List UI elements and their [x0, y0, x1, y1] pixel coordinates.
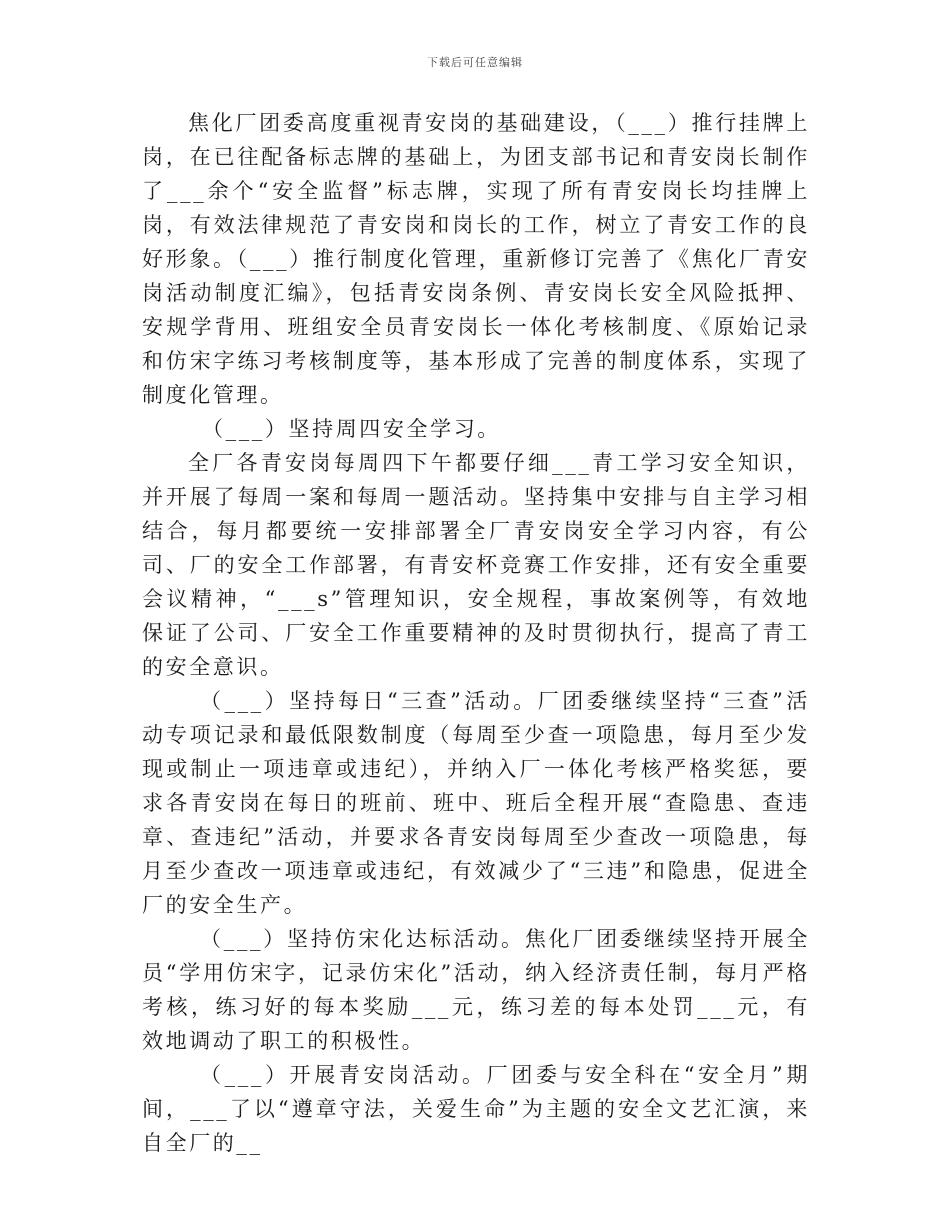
paragraph-thursday-study: 全厂各青安岗每周四下午都要仔细___青工学习安全知识，并开展了每周一案和每周一题活动。坚持集中安排与自主学习相结合，每月都要统一安排部署全厂青安岗安全学习内容，有公司、厂的安全工作部署，有青安杯竞赛工作安排，还有安全重要会议精神，“___s”管理知识，安全规程，事故案例等，有效地保证了公司、厂安全工作重要精神的及时贯彻执行，提高了青工的安全意识。	[142, 451, 810, 679]
page-header: 下载后可任意编辑	[427, 56, 523, 69]
paragraph-activities: （___）开展青安岗活动。厂团委与安全科在“安全月”期间，___了以“遵章守法，关爱生命”为主题的安全文艺汇演，来自全厂的__	[142, 1063, 810, 1155]
paragraph-fangsong: （___）坚持仿宋化达标活动。焦化厂团委继续坚持开展全员“学用仿宋字，记录仿宋化”活动，纳入经济责任制，每月严格考核，练习好的每本奖励___元，练习差的每本处罚___元，有效地调动了职工的积极性。	[142, 927, 810, 1053]
document-body	[142, 106, 810, 1160]
paragraph-infrastructure: 焦化厂团委高度重视青安岗的基础建设，（___）推行挂牌上岗，在已往配备标志牌的基础上，为团支部书记和青安岗长制作了___余个“安全监督”标志牌，实现了所有青安岗长均挂牌上岗，有效法律规范了青安岗和岗长的工作，树立了青安工作的良好形象。（___）推行制度化管理，重新修订完善了《焦化厂青安岗活动制度汇编》，包括青安岗条例、青安岗长安全风险抵押、安规学背用、班组安全员青安岗长一体化考核制度、《原始记录和仿宋字练习考核制度等，基本形成了完善的制度体系，实现了制度化管理。	[142, 111, 810, 407]
paragraph-three-checks: （___）坚持每日“三查”活动。厂团委继续坚持“三查”活动专项记录和最低限数制度（每周至少查一项隐患，每月至少发现或制止一项违章或违纪），并纳入厂一体化考核严格奖惩，要求各青安岗在每日的班前、班中、班后全程开展“查隐患、查违章、查违纪”活动，并要求各青安岗每周至少查改一项隐患，每月至少查改一项违章或违纪，有效减少了“三违”和隐患，促进全厂的安全生产。	[142, 689, 810, 917]
paragraph-thursday-study-heading: （___）坚持周四安全学习。	[202, 417, 501, 441]
